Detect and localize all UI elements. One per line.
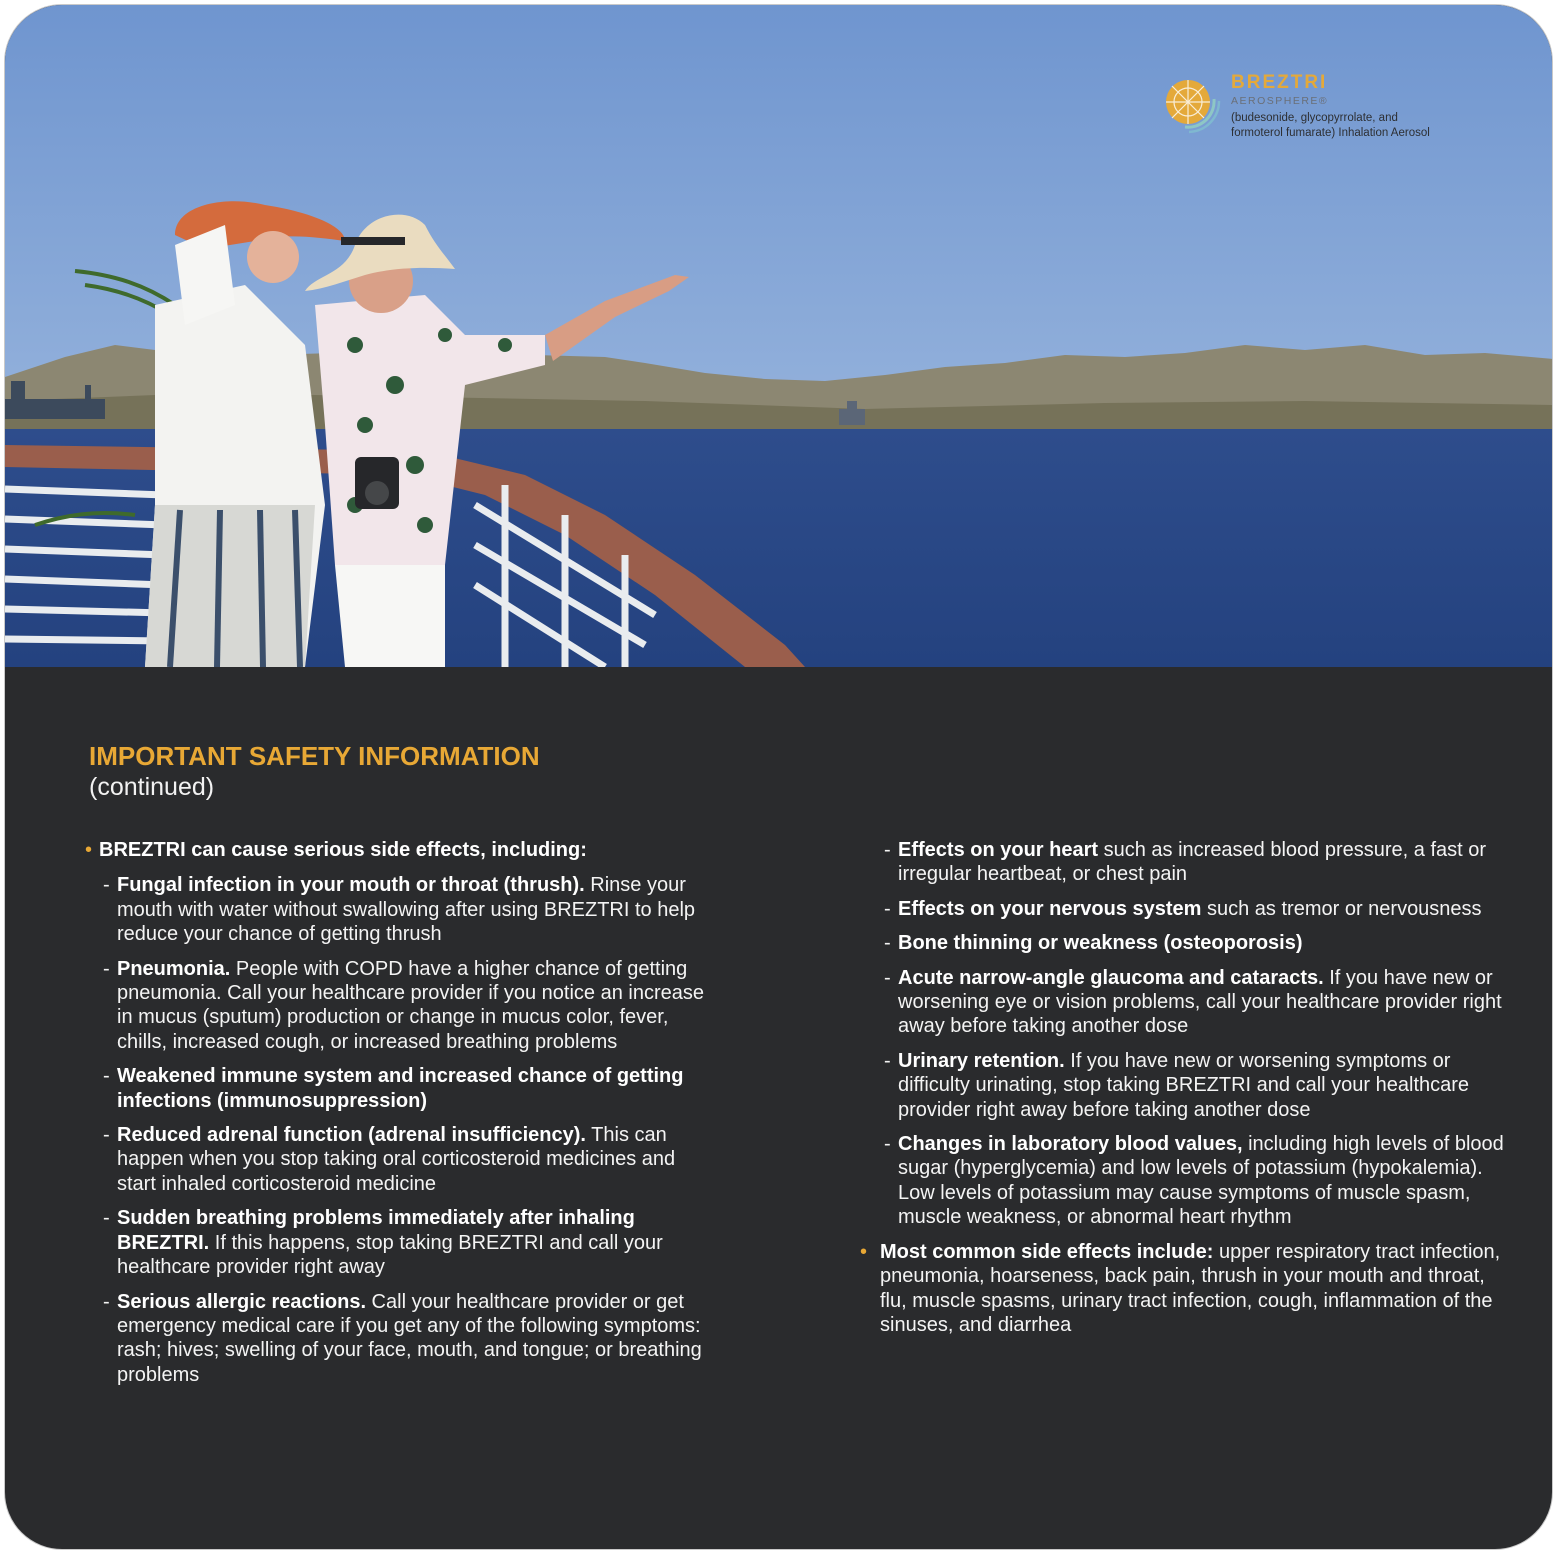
bullet-dot-icon: • — [85, 839, 93, 861]
list-item: - Bone thinning or weakness (osteoporosis) — [884, 932, 1303, 955]
list-item: - Weakened immune system and increased chance of getting infections (immunosuppression) — [103, 1065, 684, 1112]
brand-description: (budesonide, glycopyrrolate, and formoterol fumarate) Inhalation Aerosol — [1231, 112, 1430, 139]
list-item: - Urinary retention. If you have new or worsening symptoms or difficulty urinating, stop taking BREZTRI and call your healthcare provider right away before taking another dose — [884, 1049, 1470, 1121]
left-column — [85, 838, 705, 1397]
list-item: - Fungal infection in your mouth or throat (thrush). Rinse your mouth with water without swallowing after using BREZTRI to help reduce your chance of getting thrush — [103, 874, 696, 946]
list-item: - Effects on your nervous system such as tremor or nervousness — [884, 897, 1482, 920]
brand-logo — [1155, 67, 1475, 147]
bullet-dot-icon: • — [860, 1240, 868, 1263]
list-item: - Serious allergic reactions. Call your healthcare provider or get emergency medical care if you get any of the following symptoms: rash; hives; swelling of your face, mouth, and tongue; or breathing problems — [103, 1290, 702, 1386]
list-item: - Acute narrow-angle glaucoma and cataracts. If you have new or worsening eye or vision problems, call your healthcare provider right away before taking another dose — [884, 966, 1502, 1038]
safety-card — [4, 4, 1553, 1550]
list-item: - Sudden breathing problems immediately after inhaling BREZTRI. If this happens, stop taking BREZTRI and call your healthcare provider right away — [103, 1207, 663, 1279]
list-item: - Effects on your heart such as increased blood pressure, a fast or irregular heartbeat, or chest pain — [884, 839, 1487, 886]
brand-sub: AEROSPHERE® — [1231, 95, 1329, 107]
list-item: - Changes in laboratory blood values, including high levels of blood sugar (hyperglycemia) and low levels of potassium (hypokalemia). Low levels of potassium may cause symptoms of muscle spasm, muscle weakness, or abnormal heart rhythm — [884, 1133, 1504, 1229]
list-item: - Pneumonia. People with COPD have a higher chance of getting pneumonia. Call your healthcare provider if you notice an increase in mucus (sputum) production or change in mucus color, fever, chills, increased cough, or increased breathing problems — [103, 957, 705, 1053]
list-item: • BREZTRI can cause serious side effects, including: — [85, 839, 587, 861]
breztri-logo-icon — [1155, 69, 1221, 135]
safety-content — [5, 667, 1553, 1550]
section-title: IMPORTANT SAFETY INFORMATION — [89, 741, 540, 771]
brand-name: BREZTRI — [1231, 72, 1328, 93]
section-subtitle: (continued) — [89, 773, 215, 801]
hero-photo — [5, 5, 1553, 667]
list-item: • Most common side effects include: upper respiratory tract infection, pneumonia, hoarseness, back pain, thrush in your mouth and throat, flu, muscle spasms, urinary tract infection, cough, inflammation of the sinuses, and diarrhea — [860, 1240, 1501, 1336]
right-column — [860, 838, 1505, 1348]
list-item: - Reduced adrenal function (adrenal insufficiency). This can happen when you stop taking oral corticosteroid medicines and start inhaled corticosteroid medicine — [103, 1124, 676, 1195]
